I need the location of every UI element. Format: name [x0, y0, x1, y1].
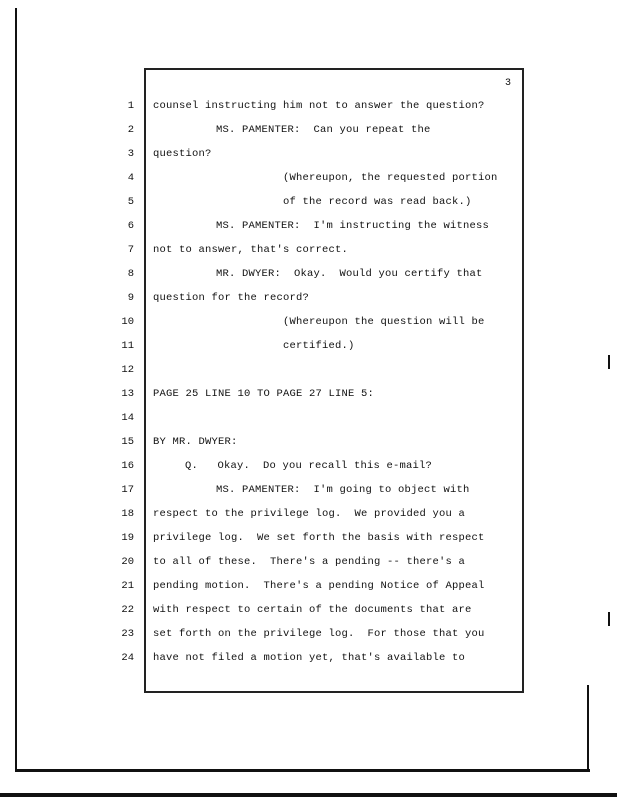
transcript-line: MS. PAMENTER: I'm going to object with: [216, 484, 470, 496]
line-number: 13: [121, 388, 134, 400]
line-number: 16: [121, 460, 134, 472]
transcript-line: PAGE 25 LINE 10 TO PAGE 27 LINE 5:: [153, 388, 375, 400]
transcript-line: certified.): [283, 340, 355, 352]
transcript-line: MR. DWYER: Okay. Would you certify that: [216, 268, 483, 280]
transcript-line: respect to the privilege log. We provided you a: [153, 508, 466, 520]
line-number: 21: [121, 580, 134, 592]
transcript-line: counsel instructing him not to answer the question?: [153, 100, 485, 112]
line-number: 1: [127, 100, 134, 112]
transcript-line: with respect to certain of the documents that are: [153, 604, 472, 616]
transcript-line: to all of these. There's a pending -- there's a: [153, 556, 466, 568]
scan-mark: [608, 612, 610, 626]
transcript-line: not to answer, that's correct.: [153, 244, 349, 256]
line-number: 22: [121, 604, 134, 616]
transcript-line: BY MR. DWYER:: [153, 436, 238, 448]
line-number: 4: [127, 172, 134, 184]
transcript-line: MS. PAMENTER: Can you repeat the: [216, 124, 431, 136]
line-number: 23: [121, 628, 134, 640]
line-number: 9: [127, 292, 134, 304]
transcript-line: Q. Okay. Do you recall this e-mail?: [185, 460, 433, 472]
line-number: 6: [127, 220, 134, 232]
line-number: 18: [121, 508, 134, 520]
line-number: 19: [121, 532, 134, 544]
transcript-line: question for the record?: [153, 292, 310, 304]
scan-border-bottom: [15, 769, 590, 772]
line-number: 24: [121, 652, 134, 664]
line-number: 8: [127, 268, 134, 280]
line-number: 12: [121, 364, 134, 376]
transcript-line: privilege log. We set forth the basis with respect: [153, 532, 485, 544]
line-number: 17: [121, 484, 134, 496]
transcript-line: pending motion. There's a pending Notice of Appeal: [153, 580, 485, 592]
scan-border-right: [587, 685, 589, 771]
transcript-line: set forth on the privilege log. For those that you: [153, 628, 485, 640]
page-number: 3: [505, 78, 512, 89]
line-number: 15: [121, 436, 134, 448]
scan-border-bottom-outer: [0, 793, 617, 797]
transcript-line: have not filed a motion yet, that's available to: [153, 652, 466, 664]
line-number: 3: [127, 148, 134, 160]
line-number: 10: [121, 316, 134, 328]
line-number: 14: [121, 412, 134, 424]
line-number: 2: [127, 124, 134, 136]
transcript-page-frame: [144, 68, 524, 693]
line-number: 20: [121, 556, 134, 568]
transcript-line: of the record was read back.): [283, 196, 472, 208]
scan-mark: [608, 355, 610, 369]
scan-border-left: [15, 8, 17, 770]
line-number: 7: [127, 244, 134, 256]
transcript-line: (Whereupon, the requested portion: [283, 172, 498, 184]
transcript-line: MS. PAMENTER: I'm instructing the witness: [216, 220, 490, 232]
transcript-line: question?: [153, 148, 212, 160]
transcript-line: (Whereupon the question will be: [283, 316, 485, 328]
line-number: 11: [121, 340, 134, 352]
line-number: 5: [127, 196, 134, 208]
